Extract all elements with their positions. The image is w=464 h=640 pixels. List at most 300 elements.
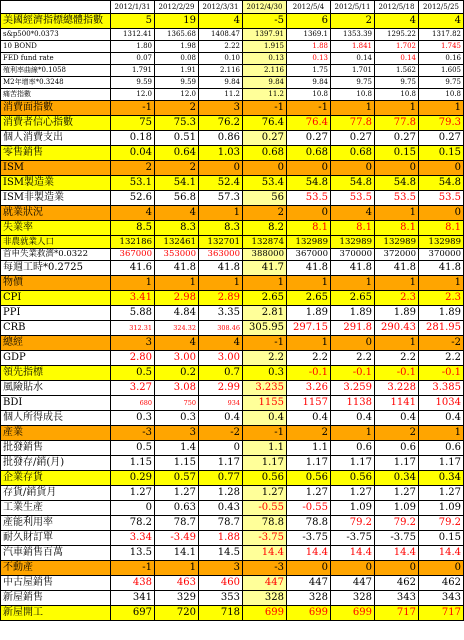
indicator-label: 新屋開工 (1, 606, 111, 621)
indicator-label: 消費面指數 (1, 101, 111, 116)
value-cell: 78.2 (111, 516, 155, 531)
value-cell: 462 (419, 576, 464, 591)
value-cell: 1 (375, 101, 419, 116)
value-cell: 1408.47 (199, 29, 243, 41)
value-cell: 1.09 (375, 501, 419, 516)
value-cell: 13.5 (111, 546, 155, 561)
value-cell: 281.95 (419, 321, 464, 336)
date-header-cell: 2012/5/11 (331, 1, 375, 14)
value-cell: 8.1 (331, 221, 375, 236)
value-cell: 54.1 (155, 176, 199, 191)
value-cell: 0.6 (375, 441, 419, 456)
value-cell: 1295.22 (375, 29, 419, 41)
value-cell: 78.8 (243, 516, 287, 531)
indicator-row (1, 176, 464, 191)
value-cell: 750 (155, 396, 199, 411)
value-cell: 2.116 (199, 65, 243, 77)
date-header-cell: 2012/5/4 (287, 1, 331, 14)
value-cell: 2.3 (419, 291, 464, 306)
value-cell: 132989 (331, 236, 375, 249)
indicator-label: 新屋銷售 (1, 591, 111, 606)
value-cell: 1.27 (243, 486, 287, 501)
value-cell: 0.5 (111, 366, 155, 381)
value-cell: 1.562 (375, 65, 419, 77)
value-cell: 308.46 (199, 321, 243, 336)
indicator-row (1, 546, 464, 561)
value-cell: 14.5 (199, 546, 243, 561)
value-cell: 0 (287, 161, 331, 176)
date-header-cell: 2012/5/18 (375, 1, 419, 14)
value-cell: 3 (111, 336, 155, 351)
value-cell: 3.235 (243, 381, 287, 396)
value-cell: 8.2 (243, 221, 287, 236)
value-cell: 41.8 (419, 261, 464, 276)
value-cell: 2.2 (331, 351, 375, 366)
date-header-cell: 2012/2/29 (155, 1, 199, 14)
value-cell: 54.8 (419, 176, 464, 191)
value-cell: 4 (419, 14, 464, 29)
value-cell: 463 (155, 576, 199, 591)
value-cell: 2.2 (419, 351, 464, 366)
value-cell: 1.702 (375, 41, 419, 53)
value-cell: 2.65 (243, 291, 287, 306)
value-cell: 0.4 (331, 411, 375, 426)
value-cell: 132874 (243, 236, 287, 249)
value-cell: 2.89 (199, 291, 243, 306)
value-cell: 9.59 (111, 77, 155, 89)
value-cell: 0.56 (331, 471, 375, 486)
value-cell: 1.15 (155, 456, 199, 471)
value-cell: 0.08 (155, 53, 199, 65)
value-cell: 2.80 (111, 351, 155, 366)
value-cell: -0.1 (375, 366, 419, 381)
value-cell: 0.64 (155, 146, 199, 161)
value-cell: 2.2 (287, 351, 331, 366)
value-cell: 367000 (287, 248, 331, 261)
value-cell: 14.4 (419, 546, 464, 561)
value-cell: 2 (331, 14, 375, 29)
value-cell: 9.84 (287, 77, 331, 89)
value-cell: 367000 (111, 248, 155, 261)
indicator-label: 產業 (1, 426, 111, 441)
indicator-label: 不動產 (1, 561, 111, 576)
value-cell: 2.65 (287, 291, 331, 306)
indicator-row (1, 53, 464, 65)
indicator-label: 物價 (1, 276, 111, 291)
value-cell: 1.701 (331, 65, 375, 77)
value-cell: 3.26 (287, 381, 331, 396)
indicator-row (1, 65, 464, 77)
value-cell: 1 (375, 336, 419, 351)
indicator-row (1, 366, 464, 381)
value-cell: 0.4 (287, 411, 331, 426)
indicator-row (1, 248, 464, 261)
value-cell: 2 (155, 161, 199, 176)
value-cell: 1 (287, 336, 331, 351)
indicator-label: 失業率 (1, 221, 111, 236)
value-cell: 12.0 (155, 89, 199, 101)
value-cell: 0.27 (375, 131, 419, 146)
value-cell: 1.27 (155, 486, 199, 501)
value-cell: 1.17 (199, 456, 243, 471)
indicator-row (1, 236, 464, 249)
value-cell: 4 (155, 336, 199, 351)
value-cell: 3.228 (375, 381, 419, 396)
value-cell: 54.8 (375, 176, 419, 191)
value-cell: 41.8 (287, 261, 331, 276)
indicator-label: 痛苦指數 (1, 89, 111, 101)
value-cell: 11.2 (243, 89, 287, 101)
value-cell: -3.49 (155, 531, 199, 546)
value-cell: 1.89 (287, 306, 331, 321)
value-cell: 1 (331, 276, 375, 291)
value-cell: 1 (331, 101, 375, 116)
value-cell: 2.3 (375, 291, 419, 306)
value-cell: 9.75 (375, 77, 419, 89)
value-cell: 447 (243, 576, 287, 591)
indicator-row (1, 456, 464, 471)
value-cell: 0.04 (111, 146, 155, 161)
value-cell: 1.80 (111, 41, 155, 53)
value-cell: 3.34 (111, 531, 155, 546)
value-cell: 12.0 (111, 89, 155, 101)
indicator-label: 零售銷售 (1, 146, 111, 161)
value-cell: 0.27 (419, 131, 464, 146)
value-cell: 0.6 (419, 441, 464, 456)
value-cell: -0.1 (287, 366, 331, 381)
value-cell: 79.3 (419, 116, 464, 131)
value-cell: -1 (111, 101, 155, 116)
value-cell: 0.57 (155, 471, 199, 486)
value-cell: 363000 (199, 248, 243, 261)
value-cell: 0 (419, 561, 464, 576)
value-cell: 0.3 (111, 411, 155, 426)
value-cell: 132701 (199, 236, 243, 249)
indicator-label: 殖利率曲線*0.1058 (1, 65, 111, 77)
value-cell: 56.8 (155, 191, 199, 206)
value-cell: 0.13 (243, 53, 287, 65)
value-cell: 0.34 (419, 471, 464, 486)
value-cell: 6 (287, 14, 331, 29)
value-cell: 1369.1 (287, 29, 331, 41)
value-cell: 1.15 (111, 456, 155, 471)
value-cell: 53.5 (419, 191, 464, 206)
value-cell: 353 (199, 591, 243, 606)
value-cell: 79.2 (419, 516, 464, 531)
value-cell: -0.1 (419, 366, 464, 381)
value-cell: 1.75 (287, 65, 331, 77)
value-cell: 5 (111, 14, 155, 29)
indicator-row (1, 396, 464, 411)
indicator-row (1, 591, 464, 606)
indicator-label: 首申失業救濟*0.0322 (1, 248, 111, 261)
value-cell: 3 (155, 426, 199, 441)
value-cell: 1.17 (419, 456, 464, 471)
value-cell: 54.8 (331, 176, 375, 191)
value-cell: 1.791 (111, 65, 155, 77)
value-cell: 1397.91 (243, 29, 287, 41)
value-cell: 41.8 (375, 261, 419, 276)
value-cell: 132186 (111, 236, 155, 249)
value-cell: 14.4 (243, 546, 287, 561)
value-cell: 1.89 (419, 306, 464, 321)
indicator-label: CRB (1, 321, 111, 336)
indicator-row (1, 221, 464, 236)
value-cell: 9.75 (419, 77, 464, 89)
value-cell: 460 (199, 576, 243, 591)
value-cell: -5 (243, 14, 287, 29)
value-cell: 54.8 (287, 176, 331, 191)
value-cell: 3.00 (199, 351, 243, 366)
indicator-label: 總經 (1, 336, 111, 351)
value-cell: 0.14 (375, 53, 419, 65)
value-cell: 3.259 (331, 381, 375, 396)
value-cell: 328 (331, 591, 375, 606)
header-row (1, 1, 464, 14)
value-cell: 1.89 (331, 306, 375, 321)
value-cell: 1155 (243, 396, 287, 411)
value-cell: -3 (111, 426, 155, 441)
indicator-label: ISM非製造業 (1, 191, 111, 206)
value-cell: 343 (375, 591, 419, 606)
value-cell: 1141 (375, 396, 419, 411)
value-cell: 41.8 (331, 261, 375, 276)
value-cell: 370000 (331, 248, 375, 261)
value-cell: 0.4 (243, 411, 287, 426)
indicator-label: 領先指標 (1, 366, 111, 381)
value-cell: 53.1 (111, 176, 155, 191)
value-cell: 0.3 (155, 411, 199, 426)
value-cell: 312.31 (111, 321, 155, 336)
value-cell: 328 (243, 591, 287, 606)
value-cell: -2 (419, 336, 464, 351)
value-cell: 1 (155, 276, 199, 291)
value-cell: 57.3 (199, 191, 243, 206)
value-cell: 19 (155, 14, 199, 29)
category-row (1, 276, 464, 291)
value-cell: 717 (419, 606, 464, 621)
value-cell: 52.4 (199, 176, 243, 191)
value-cell: 0.16 (419, 53, 464, 65)
value-cell: 0.68 (331, 146, 375, 161)
value-cell: 10.8 (419, 89, 464, 101)
value-cell: 11.2 (199, 89, 243, 101)
value-cell: 4 (199, 336, 243, 351)
value-cell: -1 (243, 426, 287, 441)
value-cell: 10.8 (375, 89, 419, 101)
value-cell: 1312.41 (111, 29, 155, 41)
value-cell: 1 (375, 276, 419, 291)
value-cell: -2 (199, 426, 243, 441)
value-cell: 0.86 (199, 131, 243, 146)
value-cell: 0.27 (243, 131, 287, 146)
value-cell: -3.75 (375, 531, 419, 546)
value-cell: 388000 (243, 248, 287, 261)
value-cell: 3.00 (155, 351, 199, 366)
value-cell: -3.75 (243, 531, 287, 546)
value-cell: 720 (155, 606, 199, 621)
value-cell: 2 (287, 426, 331, 441)
value-cell: 0 (111, 501, 155, 516)
category-row (1, 101, 464, 116)
value-cell: 1353.39 (331, 29, 375, 41)
value-cell: 0.27 (331, 131, 375, 146)
indicator-label: 批發存/銷(月) (1, 456, 111, 471)
value-cell: 41.7 (243, 261, 287, 276)
value-cell: 2 (155, 101, 199, 116)
value-cell: 1.27 (287, 486, 331, 501)
indicator-row (1, 116, 464, 131)
indicator-row (1, 306, 464, 321)
value-cell: 1.17 (331, 456, 375, 471)
indicator-label: 產能利用率 (1, 516, 111, 531)
value-cell: 1.28 (199, 486, 243, 501)
indicator-row (1, 29, 464, 41)
value-cell: 1.17 (287, 456, 331, 471)
value-cell: 2.22 (199, 41, 243, 53)
value-cell: 77.8 (375, 116, 419, 131)
value-cell: 132989 (287, 236, 331, 249)
value-cell: 3.41 (111, 291, 155, 306)
value-cell: 1.27 (419, 486, 464, 501)
indicator-row (1, 501, 464, 516)
indicator-row (1, 531, 464, 546)
value-cell: 0.77 (199, 471, 243, 486)
value-cell: 372000 (375, 248, 419, 261)
value-cell: 3 (199, 101, 243, 116)
value-cell: 4 (111, 206, 155, 221)
value-cell: 132461 (155, 236, 199, 249)
value-cell: 53.4 (243, 176, 287, 191)
value-cell: 1.91 (155, 65, 199, 77)
indicator-row (1, 77, 464, 89)
indicator-label: 就業狀況 (1, 206, 111, 221)
value-cell: 4 (375, 14, 419, 29)
value-cell: 343 (419, 591, 464, 606)
indicator-label: 存貨/銷貨月 (1, 486, 111, 501)
value-cell: 0.10 (199, 53, 243, 65)
indicator-row (1, 486, 464, 501)
value-cell: 0 (331, 336, 375, 351)
indicator-row (1, 606, 464, 621)
indicator-label: 企業存貨 (1, 471, 111, 486)
value-cell: 56 (243, 191, 287, 206)
value-cell: 4.84 (155, 306, 199, 321)
value-cell: 1 (111, 276, 155, 291)
value-cell: 3.27 (111, 381, 155, 396)
indicator-label: 美國經濟指標總體指數 (1, 14, 111, 29)
value-cell: 2 (111, 161, 155, 176)
value-cell: 41.8 (199, 261, 243, 276)
indicator-label: 汽車銷售百萬 (1, 546, 111, 561)
value-cell: 0.4 (375, 411, 419, 426)
indicator-label: 消費者信心指數 (1, 116, 111, 131)
value-cell: 8.1 (375, 221, 419, 236)
value-cell: 699 (243, 606, 287, 621)
value-cell: 328 (287, 591, 331, 606)
value-cell: 78.7 (199, 516, 243, 531)
value-cell: 132989 (375, 236, 419, 249)
value-cell: 76.2 (199, 116, 243, 131)
indicator-row (1, 191, 464, 206)
value-cell: 76.4 (287, 116, 331, 131)
value-cell: 0.51 (155, 131, 199, 146)
value-cell: -1 (287, 101, 331, 116)
value-cell: 4 (155, 206, 199, 221)
indicator-row (1, 291, 464, 306)
value-cell: 0.15 (419, 531, 464, 546)
value-cell: 77.8 (331, 116, 375, 131)
value-cell: 0.7 (199, 366, 243, 381)
value-cell: 2 (243, 206, 287, 221)
value-cell: 2.2 (375, 351, 419, 366)
value-cell: 1 (419, 276, 464, 291)
indicator-label: 個人所得成長 (1, 411, 111, 426)
value-cell: 10.8 (331, 89, 375, 101)
value-cell: 78.8 (287, 516, 331, 531)
indicator-label: GDP (1, 351, 111, 366)
value-cell: 1.1 (243, 441, 287, 456)
value-cell: 1.4 (155, 441, 199, 456)
value-cell: 41.8 (155, 261, 199, 276)
value-cell: 0.6 (331, 441, 375, 456)
value-cell: 0.15 (419, 146, 464, 161)
indicator-label: FED fund rate (1, 53, 111, 65)
value-cell: 0 (199, 441, 243, 456)
value-cell: 0.13 (287, 53, 331, 65)
value-cell: 14.4 (331, 546, 375, 561)
value-cell: -3.75 (287, 531, 331, 546)
value-cell: 0.2 (155, 366, 199, 381)
value-cell: 0.43 (199, 501, 243, 516)
value-cell: 1.89 (375, 306, 419, 321)
value-cell: 718 (199, 606, 243, 621)
indicator-label: ISM (1, 161, 111, 176)
value-cell: 305.95 (243, 321, 287, 336)
value-cell: 1 (419, 426, 464, 441)
value-cell: 0.07 (111, 53, 155, 65)
value-cell: -0.1 (331, 366, 375, 381)
value-cell: 8.1 (419, 221, 464, 236)
value-cell: 10.8 (287, 89, 331, 101)
value-cell: 14.4 (287, 546, 331, 561)
value-cell: 2.81 (243, 306, 287, 321)
indicator-row (1, 321, 464, 336)
value-cell: 1.09 (419, 501, 464, 516)
value-cell: 2 (375, 426, 419, 441)
value-cell: 447 (287, 576, 331, 591)
indicator-row (1, 131, 464, 146)
value-cell: 8.1 (287, 221, 331, 236)
indicator-row (1, 14, 464, 29)
value-cell: 680 (111, 396, 155, 411)
value-cell: -0.55 (287, 501, 331, 516)
category-row (1, 206, 464, 221)
value-cell: 0.18 (111, 131, 155, 146)
value-cell: 324.32 (155, 321, 199, 336)
value-cell: 1365.68 (155, 29, 199, 41)
value-cell: 0 (331, 161, 375, 176)
value-cell: 1.88 (287, 41, 331, 53)
value-cell: 4 (331, 206, 375, 221)
value-cell: 1 (155, 561, 199, 576)
value-cell: 8.3 (199, 221, 243, 236)
value-cell: 79.2 (331, 516, 375, 531)
value-cell: 353000 (155, 248, 199, 261)
value-cell: 2.99 (199, 381, 243, 396)
value-cell: 1.17 (375, 456, 419, 471)
value-cell: 1.1 (287, 441, 331, 456)
